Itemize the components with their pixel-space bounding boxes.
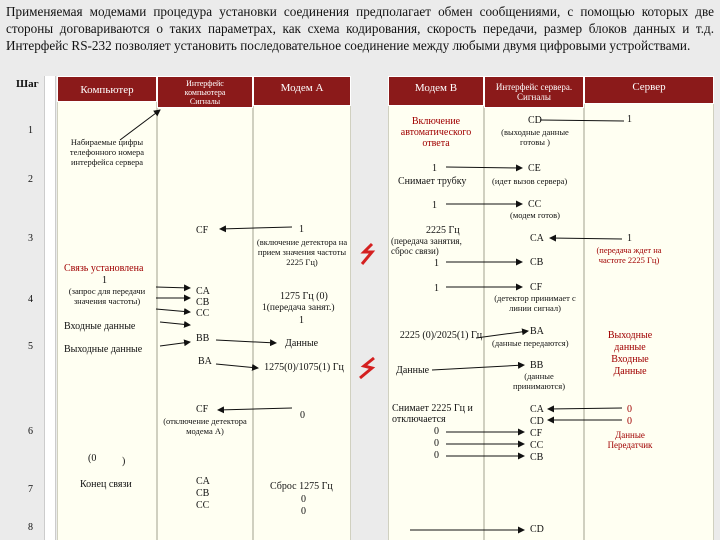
arrow [156, 309, 190, 312]
computer-established-value: 1 [102, 275, 107, 286]
modem-a-detector-text: (включение детектора на прием значения частоты 2225 Гц) [256, 237, 348, 267]
signal-ca: CA [530, 404, 544, 415]
signal-cd: CD [528, 115, 542, 126]
computer-request-text: (запрос для передачи значения частоты) [68, 286, 146, 306]
signal-ba: BA [198, 356, 212, 367]
server-value: 0 [627, 416, 632, 427]
header-server-interface-label: Интерфейс сервера. [495, 82, 573, 92]
signal-cf: CF [530, 282, 543, 293]
arrow [540, 120, 624, 121]
computer-dialing-text: Набираемые цифры телефонного номера интерфейса сервера [69, 137, 145, 167]
computer-output-data: Выходные данные [64, 344, 143, 355]
header-modem-b-label: Модем В [414, 82, 458, 94]
server-data-text: Выходные данные Входные Данные [607, 330, 653, 377]
server-interface-detector-text: (детектор принимает с линии сигнал) [494, 293, 576, 313]
signal-ca: CA [196, 286, 210, 297]
signal-cb: CB [530, 452, 544, 463]
signal-cf: CF [530, 428, 543, 439]
signal-ca: CA [196, 476, 210, 487]
header-step: Шаг [16, 78, 39, 90]
arrow [218, 408, 292, 410]
signal-ca: CA [530, 233, 544, 244]
modem-b-value: 0 [434, 450, 439, 461]
modem-a-value: 0 [301, 506, 306, 517]
computer-interface-detector-off: (отключение детектора модема А) [163, 416, 247, 436]
modem-b-pickup: Снимает трубку [398, 176, 467, 187]
server-transmitter-text: Данные Передатчик [607, 430, 653, 450]
step-number: 1 [28, 125, 33, 136]
signal-cb: CB [196, 297, 210, 308]
signal-cd: CD [530, 416, 544, 427]
modem-b-value: 1 [432, 163, 437, 174]
computer-zero-close: ) [122, 456, 126, 467]
arrow [120, 110, 160, 140]
signal-cc: CC [196, 308, 210, 319]
header-computer-interface-signals: Сигналы [189, 97, 221, 106]
step-number: 4 [28, 294, 33, 305]
modem-b-freq: 2225 Гц [426, 225, 460, 236]
modem-b-disconnect: Снимает 2225 Гц и отключается [392, 403, 473, 425]
signal-cb: CB [530, 257, 544, 268]
modem-a-busy-text: 1(передача занят.) [262, 303, 335, 313]
server-interface-sending-text: (данные передаются) [492, 338, 569, 348]
computer-established-text: Связь установлена [64, 263, 144, 274]
server-value: 1 [627, 233, 632, 244]
server-freq-wait-text: (передача ждет на частоте 2225 Гц) [596, 245, 662, 265]
modem-a-freq-data: 1275(0)/1075(1) Гц [264, 362, 344, 373]
modem-b-freq-data: 2225 (0)/2025(1) Гц [399, 330, 483, 341]
header-computer-interface-label: Интерфейс компьютера [184, 79, 226, 97]
signal-cd: CD [530, 524, 544, 535]
modem-b-auto-answer: Включение автоматического ответа [400, 116, 472, 149]
arrow [216, 364, 258, 368]
arrow [550, 238, 622, 239]
arrow [160, 322, 190, 325]
step-number: 8 [28, 522, 33, 533]
modem-a-value: 1 [299, 224, 304, 235]
arrow [160, 342, 190, 346]
modem-b-value: 1 [434, 258, 439, 269]
modem-b-value: 0 [434, 426, 439, 437]
arrow [216, 340, 276, 343]
step-number: 3 [28, 233, 33, 244]
server-interface-modem-ready: (модем готов) [510, 210, 560, 220]
arrow [156, 287, 190, 288]
signal-cc: CC [530, 440, 544, 451]
header-modem-a-label: Модем А [280, 82, 324, 94]
lightning-icon [360, 358, 374, 378]
modem-b-value: 1 [434, 283, 439, 294]
modem-a-value: 0 [301, 494, 306, 505]
signal-bb: BB [196, 333, 210, 344]
modem-b-busy-text: (передача занятия, сброс связи) [391, 236, 462, 256]
modem-a-value: 1 [299, 315, 304, 326]
header-server-label: Сервер [632, 81, 666, 93]
signal-cc: CC [196, 500, 210, 511]
modem-a-value: 0 [300, 410, 305, 421]
computer-end-connection: Конец связи [80, 479, 132, 490]
signal-cc: CC [528, 199, 542, 210]
server-interface-call-text: (идет вызов сервера) [492, 176, 568, 186]
modem-b-value: 1 [432, 200, 437, 211]
step-number: 2 [28, 174, 33, 185]
lightning-icon [362, 244, 372, 264]
header-server-interface-signals: Сигналы [517, 92, 551, 102]
modem-b-value: 0 [434, 438, 439, 449]
arrow [220, 227, 292, 229]
header-computer-label: Компьютер [80, 84, 134, 96]
arrow [548, 408, 622, 409]
modem-b-data: Данные [396, 365, 430, 376]
computer-input-data: Входные данные [64, 321, 136, 332]
arrow [432, 365, 524, 370]
intro-paragraph: Применяемая модемами процедура установки соединения предполагает обмен сообщениями, с помощью которых две стороны договариваются о таких параметрах, как схема кодирования, скорость передачи, размер блоков данных и т.д. Интерфейс RS-232 позволяет установить последовательное соединение между любыми двумя цифровыми устройствами. [6, 4, 714, 53]
server-interface-ready-text: (выходные данные готовы ) [501, 127, 569, 147]
signal-ce: CE [528, 163, 541, 174]
signal-cf: CF [196, 225, 209, 236]
server-interface-receiving-text: (данные принимаются) [512, 371, 566, 391]
computer-zero-open: (0 [88, 453, 97, 464]
modem-a-data: Данные [285, 338, 319, 349]
arrow [476, 331, 528, 338]
server-value: 1 [627, 114, 632, 125]
step-number: 6 [28, 426, 33, 437]
modem-a-reset: Сброс 1275 Гц [270, 481, 333, 492]
server-value: 0 [627, 404, 632, 415]
step-number: 7 [28, 484, 33, 495]
signal-ba: BA [530, 326, 544, 337]
signal-bb: BB [530, 360, 544, 371]
modem-a-freq: 1275 Гц (0) [280, 291, 328, 302]
signal-cf: CF [196, 404, 209, 415]
arrow [446, 167, 522, 168]
signal-cb: CB [196, 488, 210, 499]
step-number: 5 [28, 341, 33, 352]
